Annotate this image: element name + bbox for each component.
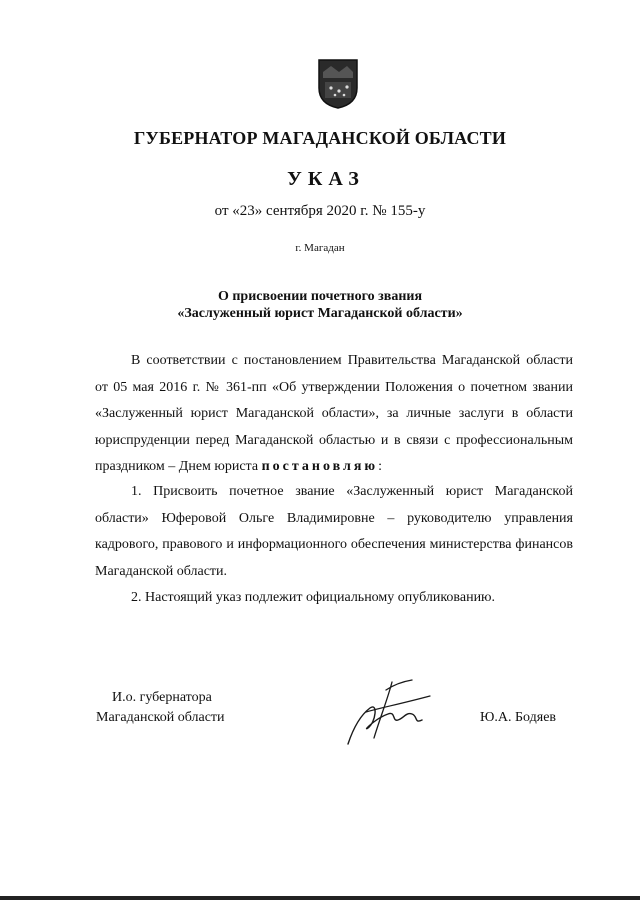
item-1-text: 1. Присвоить почетное звание «Заслуженный юрист Магаданской области» Юферовой Ольге Владимировне – руководителю управления кадрового, правового и информационного обеспечения министерства финансов Магаданской области. bbox=[95, 484, 573, 579]
preamble-text: В соответствии с постановлением Правительства Магаданской области от 05 мая 2016 г. № 361-пп «Об утверждении Положения о почетном звании «Заслуженный юрист Магаданской области», за личные заслуги в области юриспруденции перед Магаданской областью и в связи с профессиональным праздником – Днем юриста bbox=[95, 353, 573, 474]
decree-word: постановляю bbox=[261, 459, 379, 474]
signer-name: Ю.А. Бодяев bbox=[480, 710, 557, 725]
decree-colon: : bbox=[378, 459, 383, 474]
place-of-issue: г. Магадан bbox=[295, 242, 345, 254]
item-1-paragraph bbox=[95, 479, 573, 585]
item-2-paragraph bbox=[95, 585, 573, 612]
subject-line-1: О присвоении почетного звания bbox=[217, 289, 423, 304]
item-2-text: 2. Настоящий указ подлежит официальному опубликованию. bbox=[131, 590, 496, 605]
signer-title-line-2: Магаданской области bbox=[96, 710, 225, 725]
handwritten-signature bbox=[340, 678, 440, 750]
document-type-heading: УКАЗ bbox=[287, 168, 365, 190]
issuer-heading: ГУБЕРНАТОР МАГАДАНСКОЙ ОБЛАСТИ bbox=[133, 128, 507, 148]
page-bottom-edge bbox=[0, 896, 640, 900]
coat-of-arms-icon bbox=[317, 58, 359, 110]
subject-line-2: «Заслуженный юрист Магаданской области» bbox=[177, 306, 463, 321]
date-and-number: от «23» сентября 2020 г. № 155-у bbox=[214, 203, 426, 219]
preamble-paragraph bbox=[95, 348, 573, 481]
signer-title-line-1: И.о. губернатора bbox=[112, 690, 212, 705]
